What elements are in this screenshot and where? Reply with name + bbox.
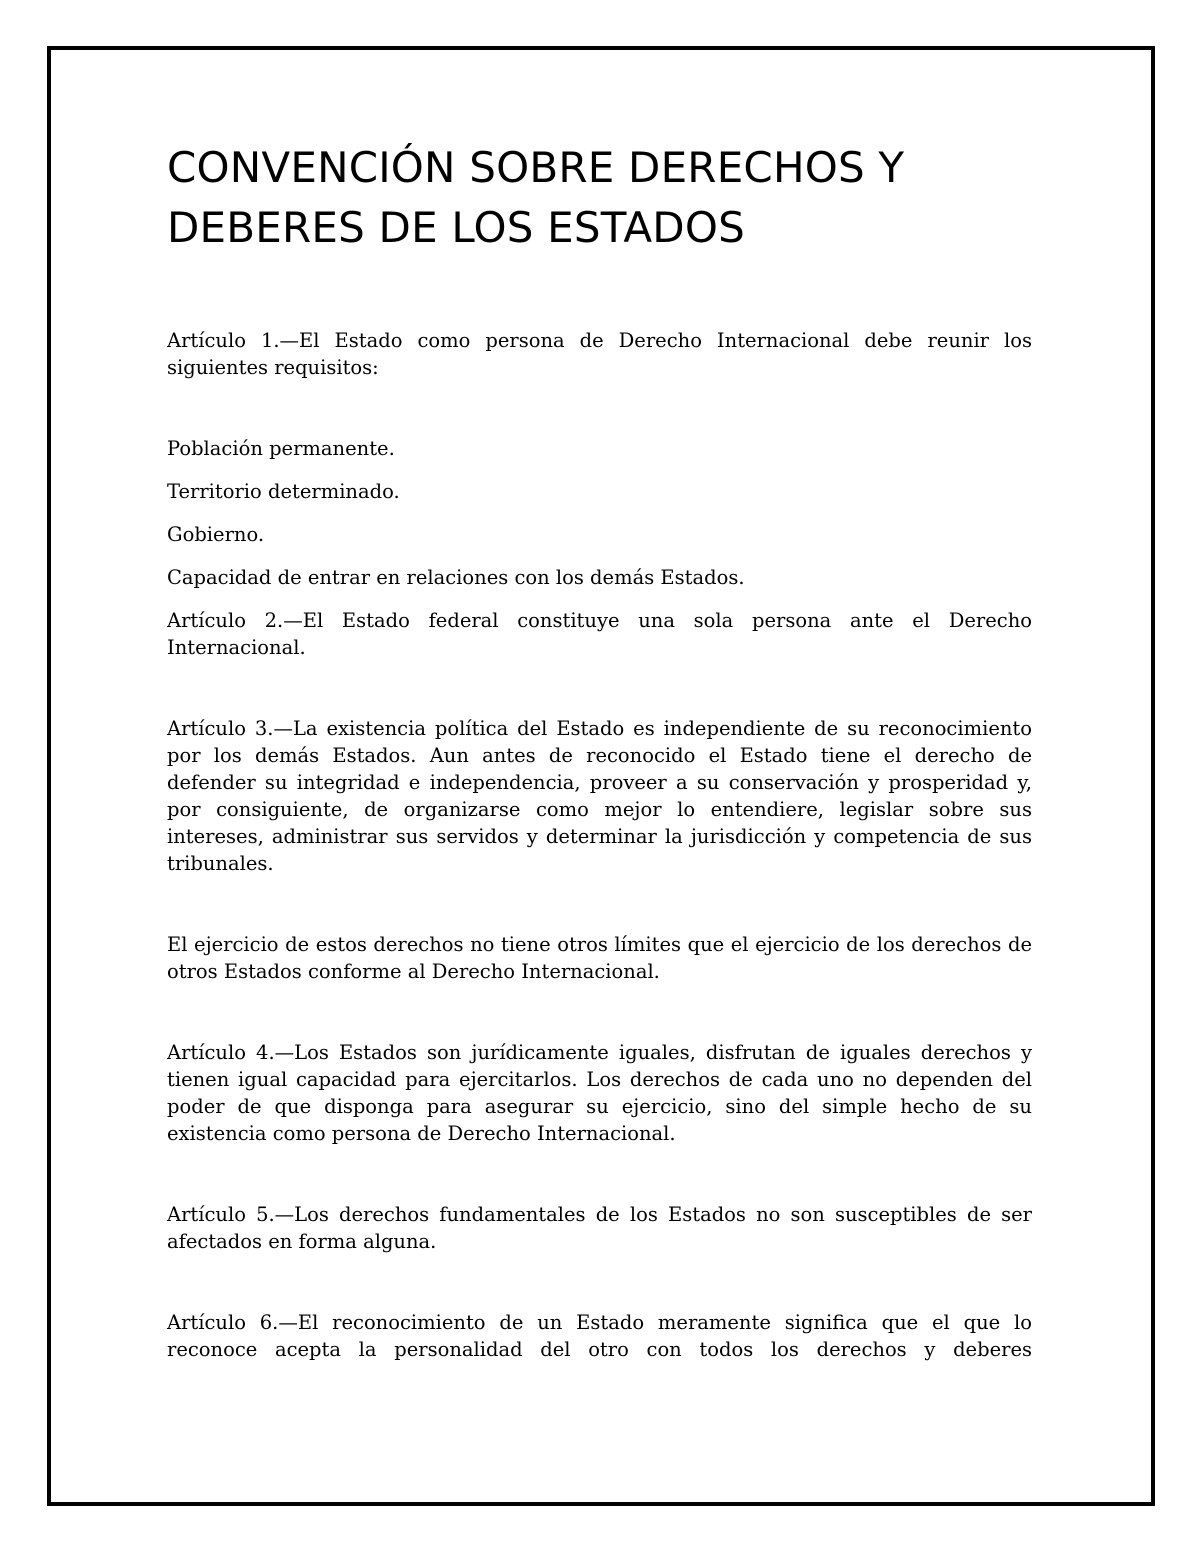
requirement-capacity: Capacidad de entrar en relaciones con los demás Estados. — [167, 566, 745, 589]
requirement-population: Población permanente. — [167, 437, 395, 460]
document-title: CONVENCIÓN SOBRE DERECHOS Y DEBERES DE LOS ESTADOS — [167, 143, 905, 252]
requirement-government: Gobierno. — [167, 523, 265, 546]
requirement-territory: Territorio determinado. — [167, 480, 400, 503]
article-1: Artículo 1.—El Estado como persona de Derecho Internacional debe reunir los siguientes requisitos: — [167, 329, 1032, 379]
article-6: Artículo 6.—El reconocimiento de un Estado meramente significa que el que lo reconoce acepta la personalidad del otro con todos los derechos y deberes — [167, 1311, 1032, 1361]
document-body — [167, 138, 1032, 1363]
article-2: Artículo 2.—El Estado federal constituye una sola persona ante el Derecho Internacional. — [167, 609, 1032, 659]
article-3: Artículo 3.—La existencia política del Estado es independiente de su reconocimiento por los demás Estados. Aun antes de reconocido el Estado tiene el derecho de defender su integridad e independencia, proveer a su conservación y prosperidad y, por consiguiente, de organizarse como mejor lo entendiere, legislar sobre sus intereses, administrar sus servidos y determinar la jurisdicción y competencia de sus tribunales. — [167, 717, 1032, 875]
article-3-limits: El ejercicio de estos derechos no tiene otros límites que el ejercicio de los derechos de otros Estados conforme al Derecho Internacional. — [167, 933, 1032, 983]
article-5: Artículo 5.—Los derechos fundamentales de los Estados no son susceptibles de ser afectados en forma alguna. — [167, 1203, 1032, 1253]
article-4: Artículo 4.—Los Estados son jurídicamente iguales, disfrutan de iguales derechos y tienen igual capacidad para ejercitarlos. Los derechos de cada uno no dependen del poder de que disponga para asegurar su ejercicio, sino del simple hecho de su existencia como persona de Derecho Internacional. — [167, 1041, 1032, 1145]
